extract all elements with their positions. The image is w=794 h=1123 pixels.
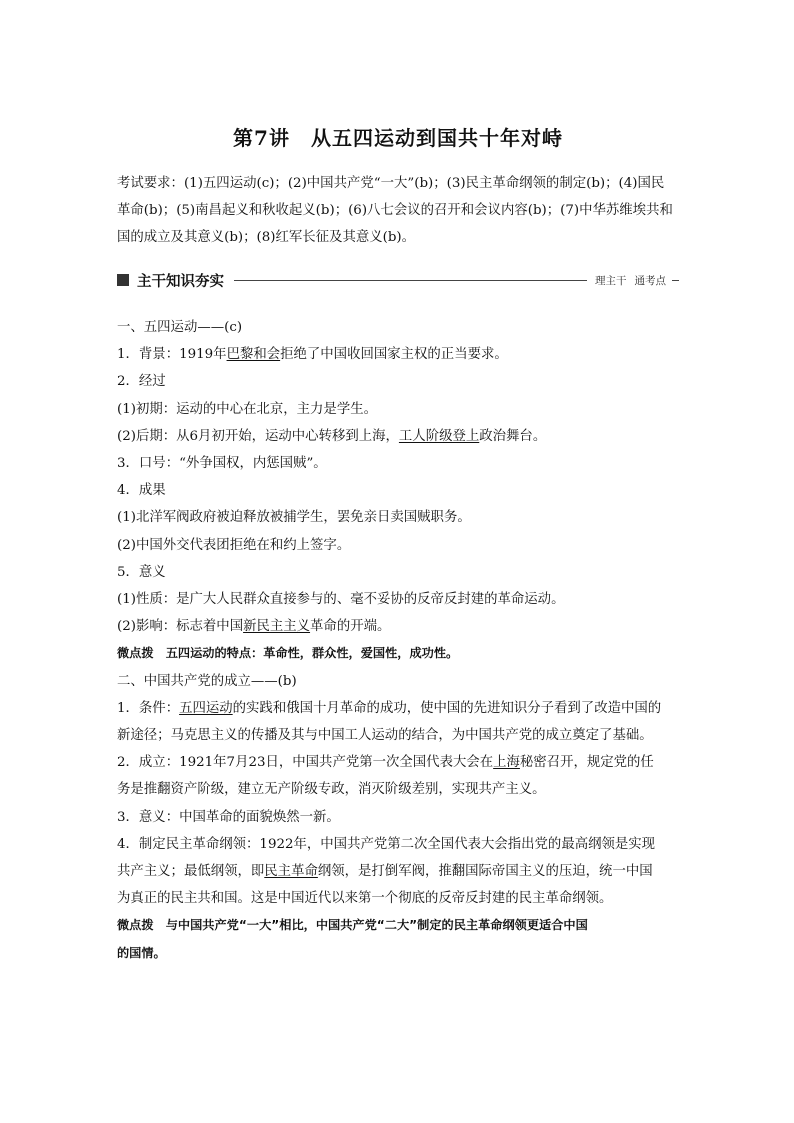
requirements-line: 考试要求：(1)五四运动(c)；(2)中国共产党“一大”(b)；(3)民主革命纲领的制定(b)；(4)国民 (117, 176, 665, 191)
key-term: 新民主主义 (243, 619, 311, 635)
text-line: 2．成立：1921年7月23日，中国共产党第一次全国代表大会在上海秘密召开，规定党的任 (117, 755, 654, 771)
exam-requirements (117, 170, 679, 251)
page-title: 第7讲 从五四运动到国共十年对峙 (233, 126, 563, 150)
content-body (117, 314, 679, 967)
key-term: 上海 (493, 755, 520, 771)
key-term: 巴黎和会 (226, 347, 281, 363)
section-title: 主干知识夯实 (137, 273, 224, 290)
text-line: (2)中国外交代表团拒绝在和约上签字。 (117, 537, 351, 553)
text-line: 1．背景：1919年巴黎和会拒绝了中国收回国家主权的正当要求。 (117, 347, 508, 363)
text-line: 4．制定民主革命纲领：1922年，中国共产党第二次全国代表大会指出党的最高纲领是实现 (117, 836, 656, 852)
section-tagline: 理主干 通考点 (595, 273, 679, 288)
text-line: 新途径；马克思主义的传播及其与中国工人运动的结合，为中国共产党的成立奠定了基础。 (117, 728, 653, 744)
dash-icon (672, 280, 679, 281)
text-line: (1)初期：运动的中心在北京，主力是学生。 (117, 401, 377, 417)
key-term: 工人阶级登上 (398, 428, 480, 444)
text-line: (2)后期：从6月初开始，运动中心转移到上海，工人阶级登上政治舞台。 (117, 428, 547, 444)
text-line: (1)北洋军阀政府被迫释放被捕学生，罢免亲日卖国贼职务。 (117, 510, 471, 526)
requirements-line: 国的成立及其意义(b)；(8)红军长征及其意义(b)。 (117, 230, 416, 245)
text-line: 4．成果 (117, 483, 166, 499)
section-header (117, 269, 679, 291)
text-line: 务是推翻资产阶级，建立无产阶级专政，消灭阶级差别，实现共产主义。 (117, 782, 546, 798)
text-line: 3．意义：中国革命的面貌焕然一新。 (117, 809, 340, 825)
section-heading: 一、五四运动——(c) (117, 320, 243, 335)
text-line: 2．经过 (117, 374, 166, 390)
text-line: 为真正的民主共和国。这是中国近代以来第一个彻底的反帝反封建的民主革命纲领。 (117, 891, 613, 907)
text-line: (1)性质：是广大人民群众直接参与的、毫不妥协的反帝反封建的革命运动。 (117, 592, 565, 608)
section-divider (234, 280, 587, 281)
text-line: 3．口号：“外争国权，内惩国贼”。 (117, 456, 327, 472)
text-line: 共产主义；最低纲领，即民主革命纲领，是打倒军阀，推翻国际帝国主义的压迫，统一中国 (117, 864, 653, 880)
tip-note: 的国情。 (117, 945, 166, 960)
tip-note: 微点拨 与中国共产党“一大”相比，中国共产党“二大”制定的民主革命纲领更适合中国 (117, 918, 588, 933)
square-bullet-icon (117, 274, 129, 286)
text-line: (2)影响：标志着中国新民主主义革命的开端。 (117, 619, 391, 635)
text-line: 1．条件：五四运动的实践和俄国十月革命的成功，使中国的先进知识分子看到了改造中国的 (117, 700, 662, 716)
section-heading: 二、中国共产党的成立——(b) (117, 673, 297, 689)
requirements-line: 革命(b)；(5)南昌起义和秋收起义(b)；(6)八七会议的召开和会议内容(b)；(7)中华苏维埃共和 (117, 203, 673, 218)
tip-note: 微点拨 五四运动的特点：革命性，群众性，爱国性，成功性。 (117, 646, 459, 661)
key-term: 民主革命 (264, 864, 318, 880)
text-line: 5．意义 (117, 564, 166, 580)
key-term: 五四运动 (179, 700, 233, 716)
requirements-label: 考试要求： (117, 176, 184, 191)
